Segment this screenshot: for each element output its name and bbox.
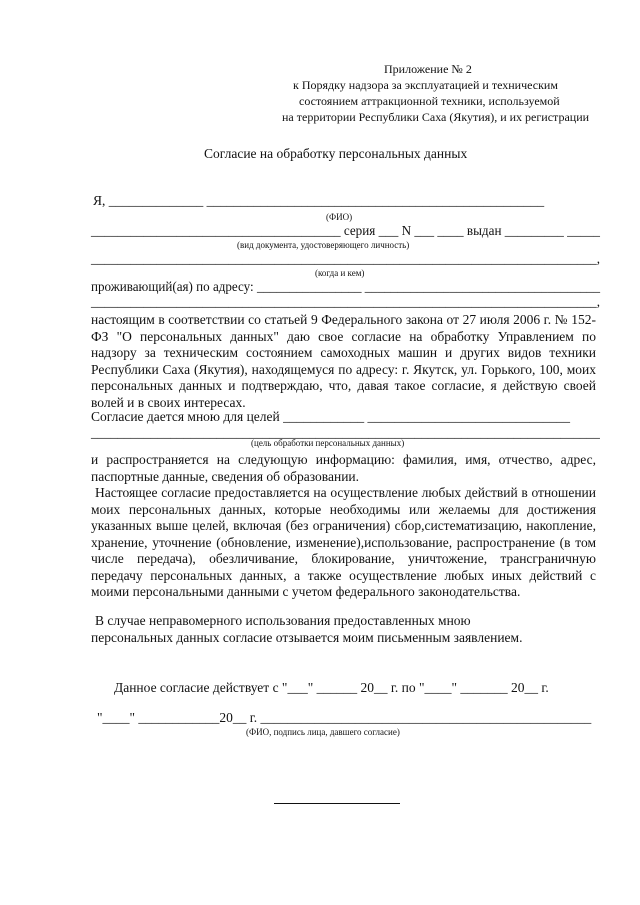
- document-title: Согласие на обработку персональных данных: [204, 146, 468, 161]
- date-signature-line: "____" ____________20__ г. _________________________________________________: [97, 710, 592, 725]
- address-line: проживающий(ая) по адресу: ________________ ____________________________________: [91, 279, 600, 294]
- annex-line-1: Приложение № 2: [384, 62, 472, 76]
- annex-line-4: на территории Республики Саха (Якутия), и их регистрации: [282, 110, 590, 124]
- purpose-line: Согласие дается мною для целей ____________ ______________________________: [91, 409, 570, 424]
- info-paragraph: и распространяется на следующую информацию: фамилия, имя, отчество, адрес, паспортные данные, сведения об образовании.: [91, 452, 596, 484]
- purpose-caption: (цель обработки персональных данных): [251, 438, 405, 448]
- document-line: ______________________________________ серия ___ N ___ ____ выдан _________ _____: [91, 223, 601, 238]
- revoke-line-2: персональных данных согласие отзывается моим письменным заявлением.: [91, 630, 523, 645]
- signature-caption: (ФИО, подпись лица, давшего согласие): [246, 727, 400, 737]
- validity-line: Данное согласие действует с "___" ______ 20__ г. по "____" _______ 20__ г.: [114, 680, 549, 695]
- annex-line-3: состоянием аттракционной техники, используемой: [299, 94, 560, 108]
- address-line-2: _____________________________________________________________________________,: [91, 294, 601, 309]
- document-caption: (вид документа, удостоверяющего личность): [237, 240, 410, 250]
- annex-line-2: к Порядку надзора за эксплуатацией и техническим: [293, 78, 558, 92]
- purpose-line-2: _____________________________________________________________________________: [91, 425, 600, 440]
- name-line: Я, ______________ __________________________________________________: [93, 193, 545, 208]
- issued-caption: (когда и кем): [315, 268, 365, 278]
- issued-line: _____________________________________________________________________________,: [91, 251, 601, 266]
- consent-paragraph: настоящим в соответствии со статьей 9 Федерального закона от 27 июля 2006 г. № 152-ФЗ "О персональных данных" даю свое согласие на обработку Управлением по надзору за техническим состоянием самоходных машин и других видов техники Республики Саха (Якутия), находящемуся по адресу: г. Якутск, ул. Горького, 100, моих персональных данных и подтверждаю, что, давая такое согласие, я действую своей волей и в своих интересах.: [91, 312, 596, 410]
- actions-paragraph: Настоящее согласие предоставляется на осуществление любых действий в отношении моих персональных данных, которые необходимы или желаемы для достижения указанных выше целей, включая (без ограничения) сбор,систематизацию, накопление, хранение, уточнение (обновление, изменение),использование, распространение (в том числе передача), обезличивание, блокирование, уничтожение, трансграничную передачу персональных данных, а также осуществление любых иных действий с моими персональными данными с учетом федерального законодательства.: [91, 485, 596, 599]
- revoke-line-1: В случае неправомерного использования предоставленных мною: [95, 613, 471, 628]
- bottom-separator: [274, 803, 400, 804]
- fio-caption: (ФИО): [326, 212, 353, 222]
